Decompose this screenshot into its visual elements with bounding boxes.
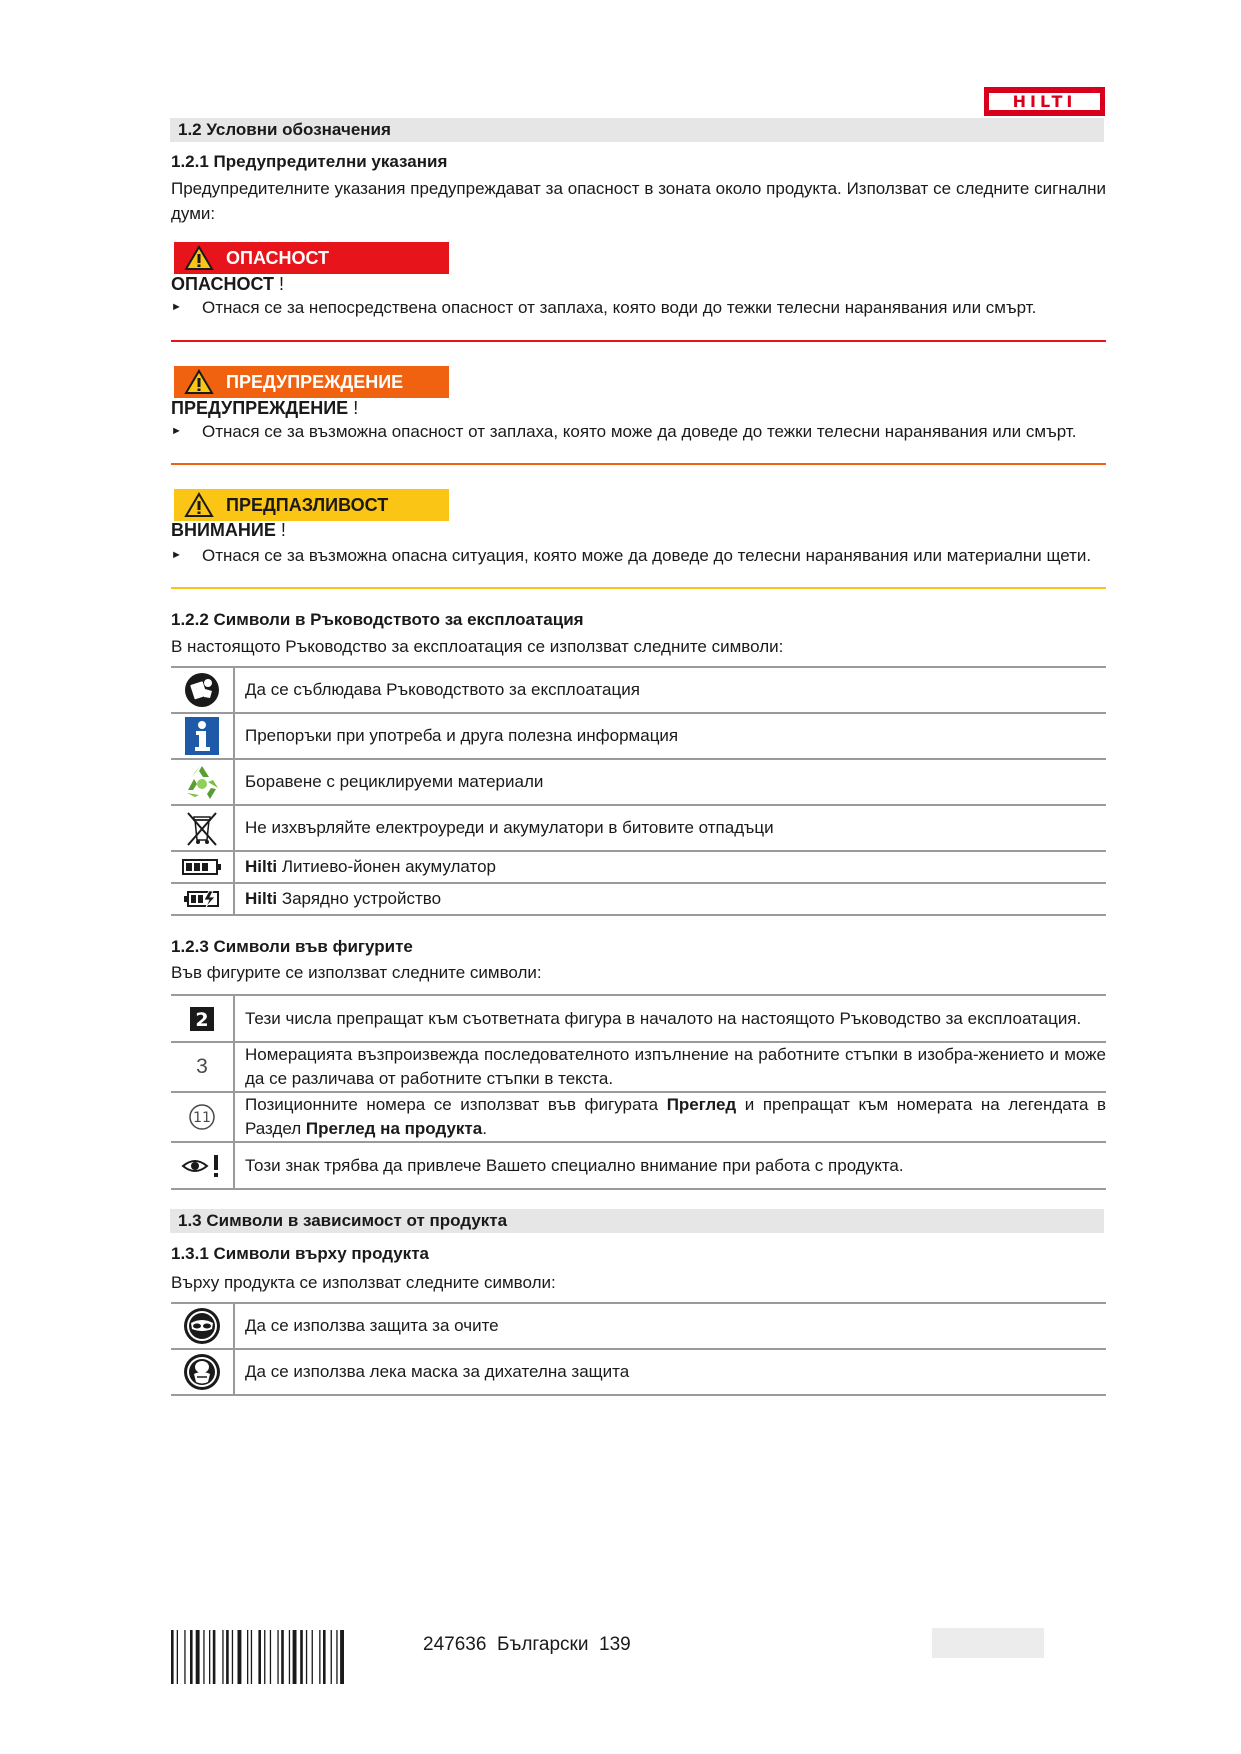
language-label: Български <box>496 1634 589 1655</box>
icon-cell <box>171 667 234 713</box>
caution-word: ВНИМАНИЕ <box>171 520 276 540</box>
read-manual-icon <box>183 671 221 709</box>
section-title-1-2: 1.2 Условни обозначения <box>170 118 1104 142</box>
manual-symbols-intro: В настоящото Ръководство за експлоатация се използват следните символи: <box>171 637 784 656</box>
recycle-icon <box>183 763 221 801</box>
warning-bullet <box>171 420 1106 443</box>
barcode-bar <box>340 1630 344 1684</box>
barcode-bar <box>251 1630 252 1684</box>
barcode-bar <box>331 1630 332 1684</box>
table-row <box>171 1042 1106 1092</box>
barcode-bar <box>306 1630 307 1684</box>
figure-number-glyph: 2 <box>195 1008 209 1031</box>
bullet-arrow-icon: ► <box>171 549 182 561</box>
product-symbols-table <box>171 1302 1106 1396</box>
symbol-text: Зарядно устройство <box>277 889 442 908</box>
barcode-bar <box>323 1630 326 1684</box>
warning-label-text: ПРЕДУПРЕЖДЕНИЕ <box>226 371 404 392</box>
table-row <box>171 995 1106 1042</box>
product-symbols-intro: Върху продукта се използват следните символи: <box>171 1273 556 1292</box>
info-icon <box>185 717 219 755</box>
barcode-bar <box>222 1630 223 1684</box>
barcode-bar <box>238 1630 242 1684</box>
icon-cell <box>171 883 234 915</box>
caution-signal-word <box>171 518 286 542</box>
warning-label <box>174 366 449 398</box>
barcode-bar <box>196 1630 200 1684</box>
section-title-1-3: 1.3 Символи в зависимост от продукта <box>170 1209 1104 1233</box>
symbol-description: Да се съблюдава Ръководството за експлоатация <box>234 667 1106 713</box>
symbol-text: Литиево-йонен акумулатор <box>277 857 496 876</box>
warnings-intro: Предупредителните указания предупреждават за опасност в зоната около продукта. Използват се следните сигнални думи: <box>171 179 1106 223</box>
table-row <box>171 805 1106 851</box>
icon-cell <box>171 759 234 805</box>
table-row <box>171 1303 1106 1349</box>
barcode-bar <box>312 1630 313 1684</box>
danger-description: Отнася се за непосредствена опасност от заплаха, която води до тежки телесни наранявания или смърт. <box>202 298 1037 317</box>
caution-bullet <box>171 544 1106 567</box>
footer-gray-box <box>932 1628 1044 1658</box>
page-number: 139 <box>599 1634 631 1655</box>
icon-cell <box>171 1142 234 1189</box>
danger-label <box>174 242 449 274</box>
subsection-title-1-2-1: 1.2.1 Предупредителни указания <box>171 152 448 171</box>
symbol-description: Боравене с рециклируеми материали <box>234 759 1106 805</box>
crossed-bin-icon <box>183 809 221 847</box>
warning-triangle-icon <box>184 245 214 271</box>
hilti-logo <box>984 87 1105 116</box>
manual-symbols-table <box>171 666 1106 916</box>
position-number-icon <box>188 1103 216 1131</box>
symbol-description: Да се използва защита за очите <box>234 1303 1106 1349</box>
barcode-bar <box>258 1630 261 1684</box>
page-footer <box>423 1634 631 1656</box>
bullet-arrow-icon: ► <box>171 301 182 313</box>
warning-word: ПРЕДУПРЕЖДЕНИЕ <box>171 398 349 418</box>
symbol-description: Не изхвърляйте електроуреди и акумулатори в битовите отпадъци <box>234 805 1106 851</box>
danger-rule <box>171 340 1106 342</box>
warning-description: Отнася се за възможна опасност от заплаха, която може да доведе до тежки телесни наранявания или смърт. <box>202 422 1077 441</box>
barcode-bar <box>270 1630 271 1684</box>
barcode-bar <box>281 1630 284 1684</box>
symbol-description <box>234 1092 1106 1142</box>
figure-number-icon <box>189 1006 215 1032</box>
icon-cell <box>171 713 234 759</box>
bullet-arrow-icon: ► <box>171 425 182 437</box>
icon-cell <box>171 851 234 883</box>
icon-cell <box>171 1349 234 1395</box>
logo-text: HILTI <box>989 93 1100 110</box>
brand-name: Hilti <box>245 889 278 908</box>
doc-number: 247636 <box>423 1634 487 1655</box>
battery-icon <box>182 858 222 876</box>
symbol-description: Да се използва лека маска за дихателна защита <box>234 1349 1106 1395</box>
danger-word: ОПАСНОСТ <box>171 274 275 294</box>
table-row <box>171 851 1106 883</box>
symbol-description <box>234 851 1106 883</box>
symbol-description: Тези числа препращат към съответната фигура в началото на настоящото Ръководство за експлоатация. <box>234 995 1106 1042</box>
warning-signal-word <box>171 396 358 420</box>
warning-rule <box>171 463 1106 465</box>
caution-rule <box>171 587 1106 589</box>
caution-description: Отнася се за възможна опасна ситуация, която може да доведе до телесни наранявания или материални щети. <box>202 546 1092 565</box>
brand-name: Hilti <box>245 857 278 876</box>
icon-cell <box>171 1092 234 1142</box>
step-number-icon: 3 <box>196 1055 208 1078</box>
subsection-title-1-2-3: 1.2.3 Символи във фигурите <box>171 937 413 956</box>
barcode-bar <box>300 1630 303 1684</box>
respiratory-mask-icon <box>183 1353 221 1391</box>
symbol-description: Номерацията възпроизвежда последователното изпълнение на работните стъпки в изобра-жението и може да се различава от работните стъпки в текста. <box>234 1042 1106 1092</box>
icon-cell <box>171 805 234 851</box>
barcode-bar <box>203 1630 204 1684</box>
symbol-description <box>234 883 1106 915</box>
barcode-bar <box>247 1630 248 1684</box>
subsection-title-1-3-1: 1.3.1 Символи върху продукта <box>171 1244 429 1263</box>
warning-triangle-icon <box>184 492 214 518</box>
barcode-bar <box>319 1630 320 1684</box>
table-row <box>171 883 1106 915</box>
warning-excl: ! <box>348 398 359 418</box>
barcode-bar <box>209 1630 210 1684</box>
text-part: Позиционните номера се използват във фигурата <box>245 1095 667 1114</box>
figure-symbols-intro: Във фигурите се използват следните символи: <box>171 963 542 982</box>
barcode-bar <box>184 1630 185 1684</box>
barcode-bar <box>264 1630 265 1684</box>
danger-label-text: ОПАСНОСТ <box>226 247 330 268</box>
table-row <box>171 713 1106 759</box>
position-number-glyph: 11 <box>193 1110 211 1126</box>
symbol-description: Този знак трябва да привлече Вашето специално внимание при работа с продукта. <box>234 1142 1106 1189</box>
eye-protection-icon <box>183 1307 221 1345</box>
symbol-description: Препоръки при употреба и друга полезна информация <box>234 713 1106 759</box>
barcode-bar <box>226 1630 229 1684</box>
barcode-bar <box>190 1630 193 1684</box>
warning-triangle-icon <box>184 369 214 395</box>
barcode-bar <box>277 1630 278 1684</box>
charger-icon <box>182 889 222 909</box>
table-row <box>171 1092 1106 1142</box>
caution-excl: ! <box>275 520 286 540</box>
icon-cell <box>171 995 234 1042</box>
danger-excl: ! <box>274 274 285 294</box>
table-row <box>171 1349 1106 1395</box>
table-row <box>171 667 1106 713</box>
bold-part: Преглед <box>666 1095 737 1114</box>
barcode-bar <box>289 1630 290 1684</box>
attention-eye-icon <box>181 1153 223 1179</box>
text-part: и препращат към номерата на легендата в Раздел <box>245 1095 1107 1138</box>
barcode-bar <box>213 1630 216 1684</box>
barcode-bar <box>232 1630 233 1684</box>
danger-bullet <box>171 296 1106 319</box>
bold-part: Преглед на продукта <box>305 1119 483 1138</box>
table-row <box>171 759 1106 805</box>
figure-symbols-table <box>171 994 1106 1190</box>
barcode-image <box>171 1630 397 1684</box>
barcode-bar <box>177 1630 178 1684</box>
caution-label-text: ПРЕДПАЗЛИВОСТ <box>226 494 389 515</box>
barcode-bar <box>171 1630 174 1684</box>
table-row <box>171 1142 1106 1189</box>
barcode-bar <box>336 1630 337 1684</box>
danger-signal-word <box>171 272 284 296</box>
subsection-title-1-2-2: 1.2.2 Символи в Ръководството за експлоатация <box>171 610 584 629</box>
icon-cell <box>171 1042 234 1092</box>
caution-label <box>174 489 449 521</box>
text-part: . <box>482 1119 487 1138</box>
barcode-bar <box>293 1630 297 1684</box>
icon-cell <box>171 1303 234 1349</box>
